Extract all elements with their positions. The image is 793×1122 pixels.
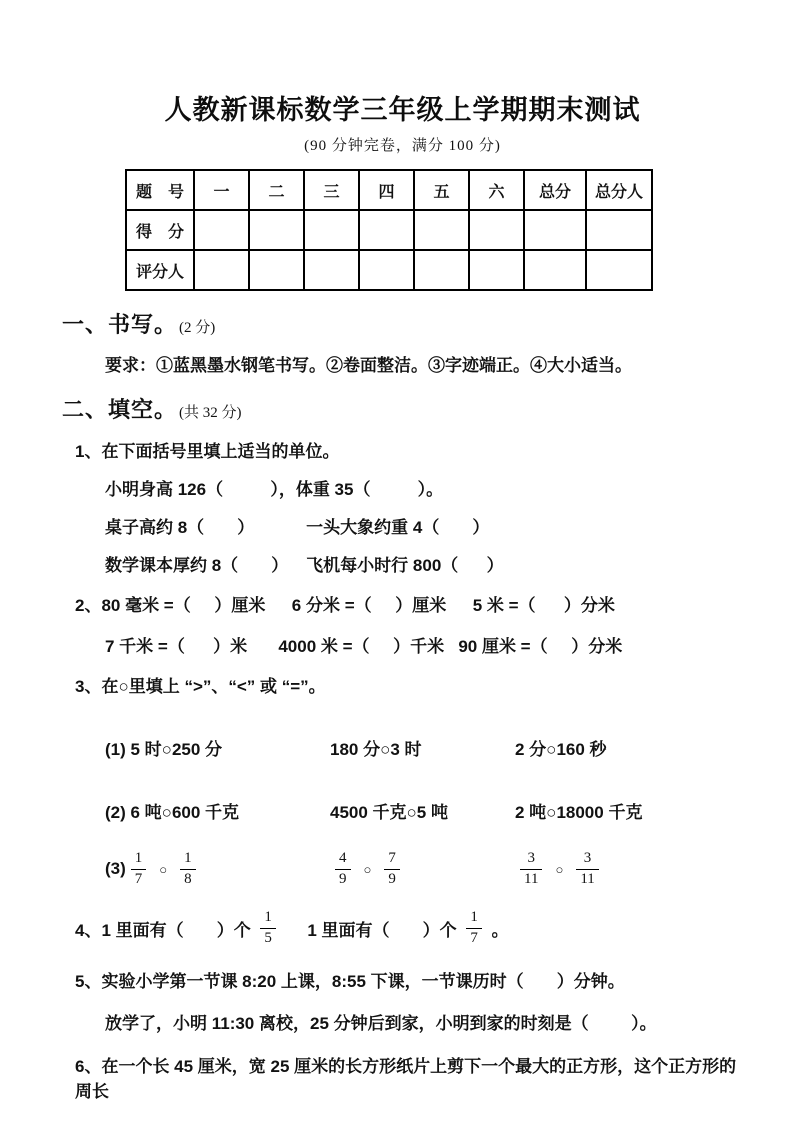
- grader-row-label: 评分人: [126, 250, 194, 290]
- q4-part2: 1 里面有（ ）个: [280, 920, 462, 940]
- q4-part3: 。: [486, 920, 509, 940]
- q3-row2-item1: (2) 6 吨○600 千克: [105, 803, 240, 822]
- grader-empty-cell: [524, 250, 586, 290]
- score-empty-cell: [359, 210, 414, 250]
- fraction: $\frac{3}{11}$: [520, 850, 542, 888]
- fraction: $\frac{1}{5}$: [260, 909, 276, 947]
- score-empty-cell: [524, 210, 586, 250]
- compare-circle: ○: [363, 861, 372, 877]
- score-table: [125, 169, 653, 291]
- compare-circle: ○: [159, 861, 168, 877]
- fraction: $\frac{1}{7}$: [466, 909, 482, 947]
- score-table-score-row: [126, 210, 652, 250]
- score-empty-cell: [304, 210, 359, 250]
- fraction: $\frac{7}{9}$: [384, 850, 400, 888]
- score-table-header-cell: 二: [249, 170, 304, 210]
- score-table-header-cell: 三: [304, 170, 359, 210]
- score-table-header-cell: 六: [469, 170, 524, 210]
- section1-points: (2 分): [179, 320, 216, 336]
- grader-empty-cell: [304, 250, 359, 290]
- q1-line2: 桌子高约 8（ ） 一头大象约重 4（ ）: [105, 518, 490, 537]
- score-empty-cell: [249, 210, 304, 250]
- q1-line3: 数学课本厚约 8（ ） 飞机每小时行 800（ ）: [105, 556, 504, 575]
- score-table-grader-row: [126, 250, 652, 290]
- section1-heading-text: 一、书写。: [62, 312, 178, 337]
- section1-requirement: 要求：①蓝黑墨水钢笔书写。②卷面整洁。③字迹端正。④大小适当。: [105, 356, 632, 375]
- score-empty-cell: [194, 210, 249, 250]
- fraction: $\frac{4}{9}$: [335, 850, 351, 888]
- q5-line2: 放学了，小明 11:30 离校，25 分钟后到家，小明到家的时刻是（ ）。: [105, 1014, 657, 1033]
- grader-empty-cell: [414, 250, 469, 290]
- score-table-header-row: [126, 170, 652, 210]
- grader-empty-cell: [586, 250, 652, 290]
- score-empty-cell: [414, 210, 469, 250]
- score-row-label: 得 分: [126, 210, 194, 250]
- score-table-header-cell: 总分人: [586, 170, 652, 210]
- score-table-header-cell: 五: [414, 170, 469, 210]
- q4-part1: 4、1 里面有（ ）个: [75, 920, 256, 940]
- q3-row3-label: (3): [105, 859, 126, 878]
- score-table-header-cell: 题 号: [126, 170, 194, 210]
- page-title: 人教新课标数学三年级上学期期末测试: [164, 95, 641, 125]
- q3-row3-pair1: [105, 850, 330, 888]
- score-empty-cell: [469, 210, 524, 250]
- section2-points: (共 32 分): [179, 405, 242, 421]
- fraction: $\frac{1}{7}$: [131, 850, 147, 888]
- score-empty-cell: [586, 210, 652, 250]
- section1-heading: [62, 308, 743, 339]
- q3-prompt: 3、在○里填上 “>”、“<” 或 “=”。: [75, 677, 326, 696]
- fraction: $\frac{3}{11}$: [576, 850, 598, 888]
- score-table-header-cell: 一: [194, 170, 249, 210]
- compare-circle: ○: [555, 861, 564, 877]
- q2-line2: 7 千米 =（ ）米 4000 米 =（ ）千米 90 厘米 =（ ）分米: [105, 637, 623, 656]
- score-table-header-cell: 四: [359, 170, 414, 210]
- section2-heading: [62, 393, 743, 424]
- q3-row2: [105, 798, 743, 823]
- q3-row2-item3: 2 吨○18000 千克: [515, 803, 643, 822]
- score-table-header-cell: 总分: [524, 170, 586, 210]
- q1-line1: 小明身高 126（ ），体重 35（ ）。: [105, 480, 444, 499]
- q3-row3: [105, 843, 743, 895]
- page-subtitle: (90 分钟完卷，满分 100 分): [304, 138, 501, 154]
- q4-line: [75, 903, 743, 953]
- q6-line: 6、在一个长 45 厘米，宽 25 厘米的长方形纸片上剪下一个最大的正方形，这个正方形的周长: [75, 1057, 737, 1101]
- q3-row3-pair3: [515, 850, 743, 888]
- q3-row1-item1: (1) 5 时○250 分: [105, 740, 223, 759]
- q5-line1: 5、实验小学第一节课 8:20 上课，8:55 下课，一节课历时（ ）分钟。: [75, 972, 625, 991]
- grader-empty-cell: [469, 250, 524, 290]
- grader-empty-cell: [194, 250, 249, 290]
- q3-row2-item2: 4500 千克○5 吨: [330, 803, 448, 822]
- fraction: $\frac{1}{8}$: [180, 850, 196, 888]
- q2-line1: 2、80 毫米 =（ ）厘米 6 分米 =（ ）厘米 5 米 =（ ）分米: [75, 596, 615, 615]
- section2-heading-text: 二、填空。: [62, 397, 178, 422]
- grader-empty-cell: [249, 250, 304, 290]
- q3-row1: [105, 735, 743, 760]
- q3-row1-item2: 180 分○3 时: [330, 740, 422, 759]
- q3-row1-item3: 2 分○160 秒: [515, 740, 607, 759]
- q1-prompt: 1、在下面括号里填上适当的单位。: [75, 442, 340, 461]
- q3-row3-pair2: [330, 850, 515, 888]
- grader-empty-cell: [359, 250, 414, 290]
